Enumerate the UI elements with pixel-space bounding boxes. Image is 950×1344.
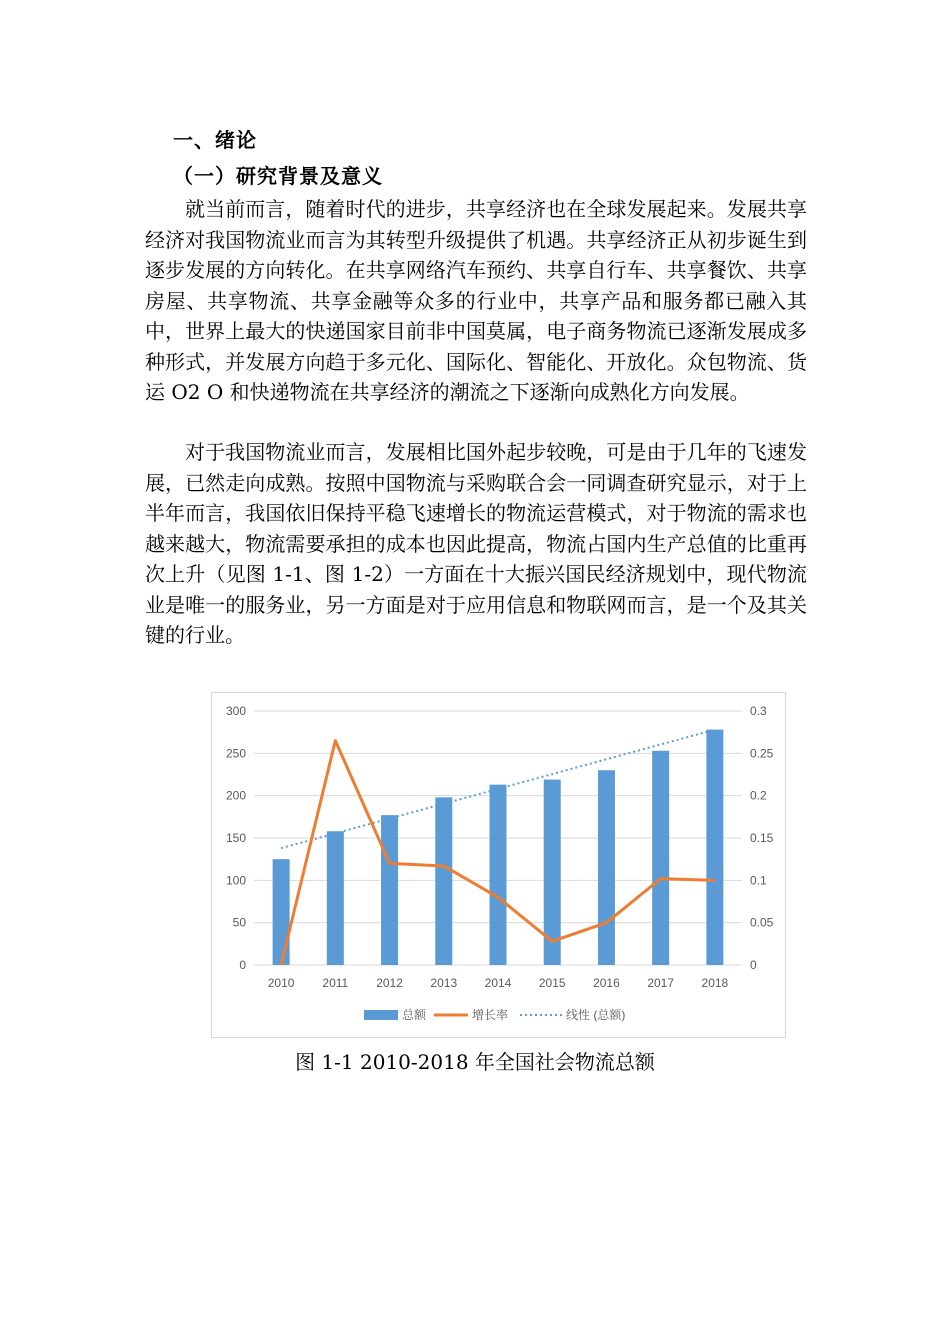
x-tick-label: 2015: [538, 976, 566, 990]
y-right-tick-label: 0.15: [750, 831, 774, 845]
x-tick-label: 2018: [701, 976, 729, 990]
y-right-tick-label: 0: [750, 958, 757, 972]
chart-frame: [211, 692, 786, 1038]
x-tick-label: 2011: [322, 976, 349, 990]
y-left-tick-label: 0: [239, 958, 246, 972]
y-right-tick-label: 0.1: [750, 873, 767, 888]
x-tick-label: 2012: [376, 976, 403, 990]
bar: [435, 797, 452, 965]
subsection-heading: （一）研究背景及意义: [173, 164, 383, 188]
y-right-tick-label: 0.2: [750, 788, 767, 803]
y-left-tick-label: 150: [225, 831, 246, 845]
y-left-tick-label: 50: [232, 915, 246, 930]
bar: [598, 770, 615, 965]
bar: [381, 815, 398, 965]
y-right-tick-label: 0.25: [750, 746, 774, 761]
x-tick-label: 2014: [484, 976, 512, 990]
y-left-tick-label: 100: [225, 873, 246, 888]
x-tick-label: 2010: [267, 976, 295, 990]
bar: [652, 751, 669, 965]
section-heading: 一、绪论: [173, 128, 257, 152]
bar: [490, 785, 507, 965]
bar: [327, 831, 344, 965]
paragraph-1: 就当前而言，随着时代的进步，共享经济也在全球发展起来。发展共享经济对我国物流业而言为其转型升级提供了机遇。共享经济正从初步诞生到逐步发展的方向转化。在共享网络汽车预约、共享自行车、共享餐饮、共享房屋、共享物流、共享金融等众多的行业中，共享产品和服务都已融入其中，世界上最大的快递国家目前非中国莫属，电子商务物流已逐渐发展成多种形式，并发展方向趋于多元化、国际化、智能化、开放化。众包物流、货运 O2 O 和快递物流在共享经济的潮流之下逐渐向成熟化方向发展。: [145, 197, 807, 404]
x-tick-label: 2013: [430, 976, 458, 990]
logistics-chart: [212, 693, 785, 1037]
legend-label-trendline: 线性 (总额): [566, 1008, 626, 1022]
legend-swatch-bar: [364, 1010, 398, 1020]
y-left-tick-label: 250: [225, 746, 246, 761]
y-right-tick-label: 0.05: [750, 915, 774, 930]
x-tick-label: 2017: [647, 976, 675, 990]
x-tick-label: 2016: [593, 976, 620, 990]
legend-label-bar: 总额: [402, 1008, 427, 1022]
legend-label-line: 增长率: [472, 1008, 509, 1022]
y-left-tick-label: 200: [225, 788, 246, 803]
figure-caption: 图 1-1 2010-2018 年全国社会物流总额: [295, 1050, 655, 1074]
bar: [706, 730, 723, 965]
y-left-tick-label: 300: [225, 704, 246, 718]
paragraph-2: 对于我国物流业而言，发展相比国外起步较晚，可是由于几年的飞速发展，已然走向成熟。按照中国物流与采购联合会一同调查研究显示，对于上半年而言，我国依旧保持平稳飞速增长的物流运营模式，对于物流的需求也越来越大，物流需要承担的成本也因此提高，物流占国内生产总值的比重再次上升（见图 1-1、图 1-2）一方面在十大振兴国民经济规划中，现代物流业是唯一的服务业，另一方面是对于应用信息和物联网而言，是一个及其关键的行业。: [145, 440, 807, 647]
y-right-tick-label: 0.3: [750, 704, 767, 718]
bar: [273, 859, 290, 965]
